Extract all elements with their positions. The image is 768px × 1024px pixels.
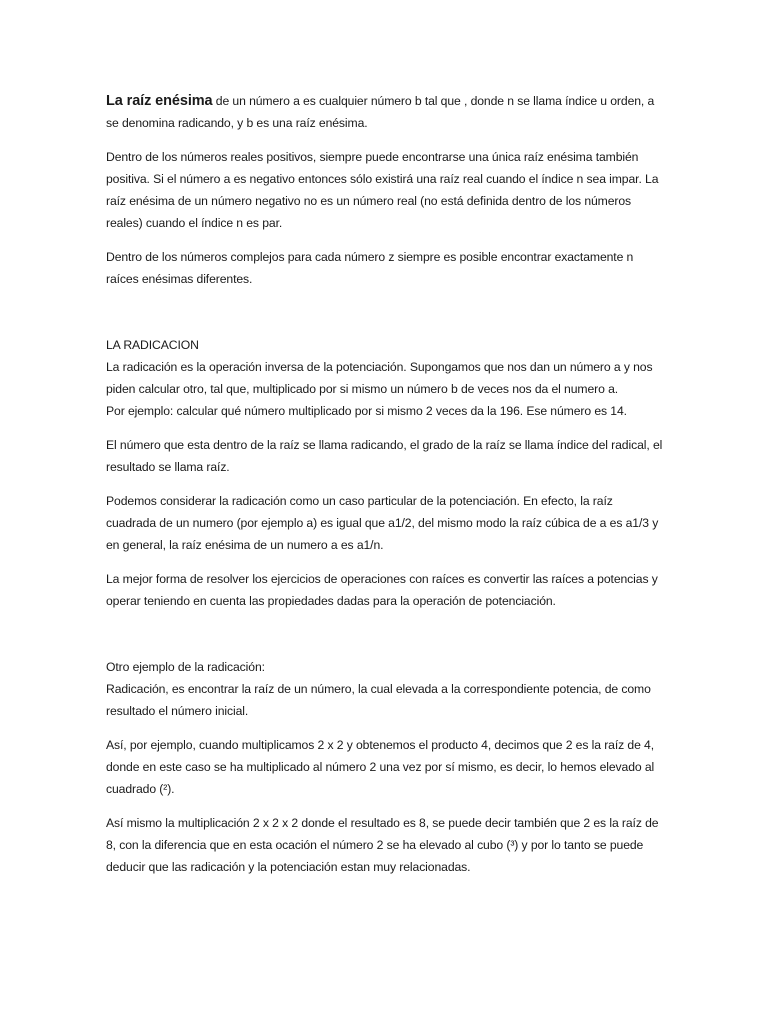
section-radicacion xyxy=(106,334,666,422)
paragraph-complex-numbers: Dentro de los números complejos para cada número z siempre es posible encontrar exactamente n raíces enésimas diferentes. xyxy=(106,250,634,286)
paragraph-particular-case: Podemos considerar la radicación como un caso particular de la potenciación. En efecto, la raíz cuadrada de un numero (por ejemplo a) es igual que a1/2, del mismo modo la raíz cúbica de a es a1/3 y en general, la raíz enésima de un numero a es a1/n. xyxy=(106,494,659,552)
paragraph-radicacion-example: Por ejemplo: calcular qué número multiplicado por si mismo 2 veces da la 196. Ese número es 14. xyxy=(106,404,627,418)
section-heading-otro-ejemplo: Otro ejemplo de la radicación: xyxy=(106,660,265,674)
intro-text: de un número a es cualquier número b tal que , donde n se llama índice u orden, a se denomina radicando, y b es una raíz enésima. xyxy=(106,94,655,130)
section-otro-ejemplo xyxy=(106,656,666,722)
paragraph-real-numbers: Dentro de los números reales positivos, siempre puede encontrarse una única raíz enésima también positiva. Si el número a es negativo entonces sólo existirá una raíz real cuando el índice n sea impar. La raíz enésima de un número negativo no es un número real (no está definida dentro de los números reales) cuando el índice n es par. xyxy=(106,150,659,230)
intro-paragraph xyxy=(106,90,666,134)
document-page xyxy=(106,90,666,878)
paragraph-radicacion-definition: La radicación es la operación inversa de la potenciación. Supongamos que nos dan un número a y nos piden calcular otro, tal que, multiplicado por si mismo un número b de veces nos da el numero a. xyxy=(106,360,653,396)
paragraph-radicando: El número que esta dentro de la raíz se llama radicando, el grado de la raíz se llama índice del radical, el resultado se llama raíz. xyxy=(106,438,663,474)
paragraph-otro-ejemplo-definition: Radicación, es encontrar la raíz de un número, la cual elevada a la correspondiente potencia, de como resultado el número inicial. xyxy=(106,682,651,718)
intro-lead-term: La raíz enésima xyxy=(106,93,213,109)
paragraph-best-way: La mejor forma de resolver los ejercicios de operaciones con raíces es convertir las raíces a potencias y operar teniendo en cuenta las propiedades dadas para la operación de potenciación. xyxy=(106,572,658,608)
section-heading-radicacion: LA RADICACION xyxy=(106,338,199,352)
paragraph-square-example: Así, por ejemplo, cuando multiplicamos 2 x 2 y obtenemos el producto 4, decimos que 2 es la raíz de 4, donde en este caso se ha multiplicado al número 2 una vez por sí mismo, es decir, lo hemos elevado al cuadrado (²). xyxy=(106,738,655,796)
paragraph-cube-example: Así mismo la multiplicación 2 x 2 x 2 donde el resultado es 8, se puede decir también que 2 es la raíz de 8, con la diferencia que en esta ocación el número 2 se ha elevado al cubo (³) y por lo tanto se puede deducir que las radicación y la potenciación estan muy relacionadas. xyxy=(106,816,659,874)
